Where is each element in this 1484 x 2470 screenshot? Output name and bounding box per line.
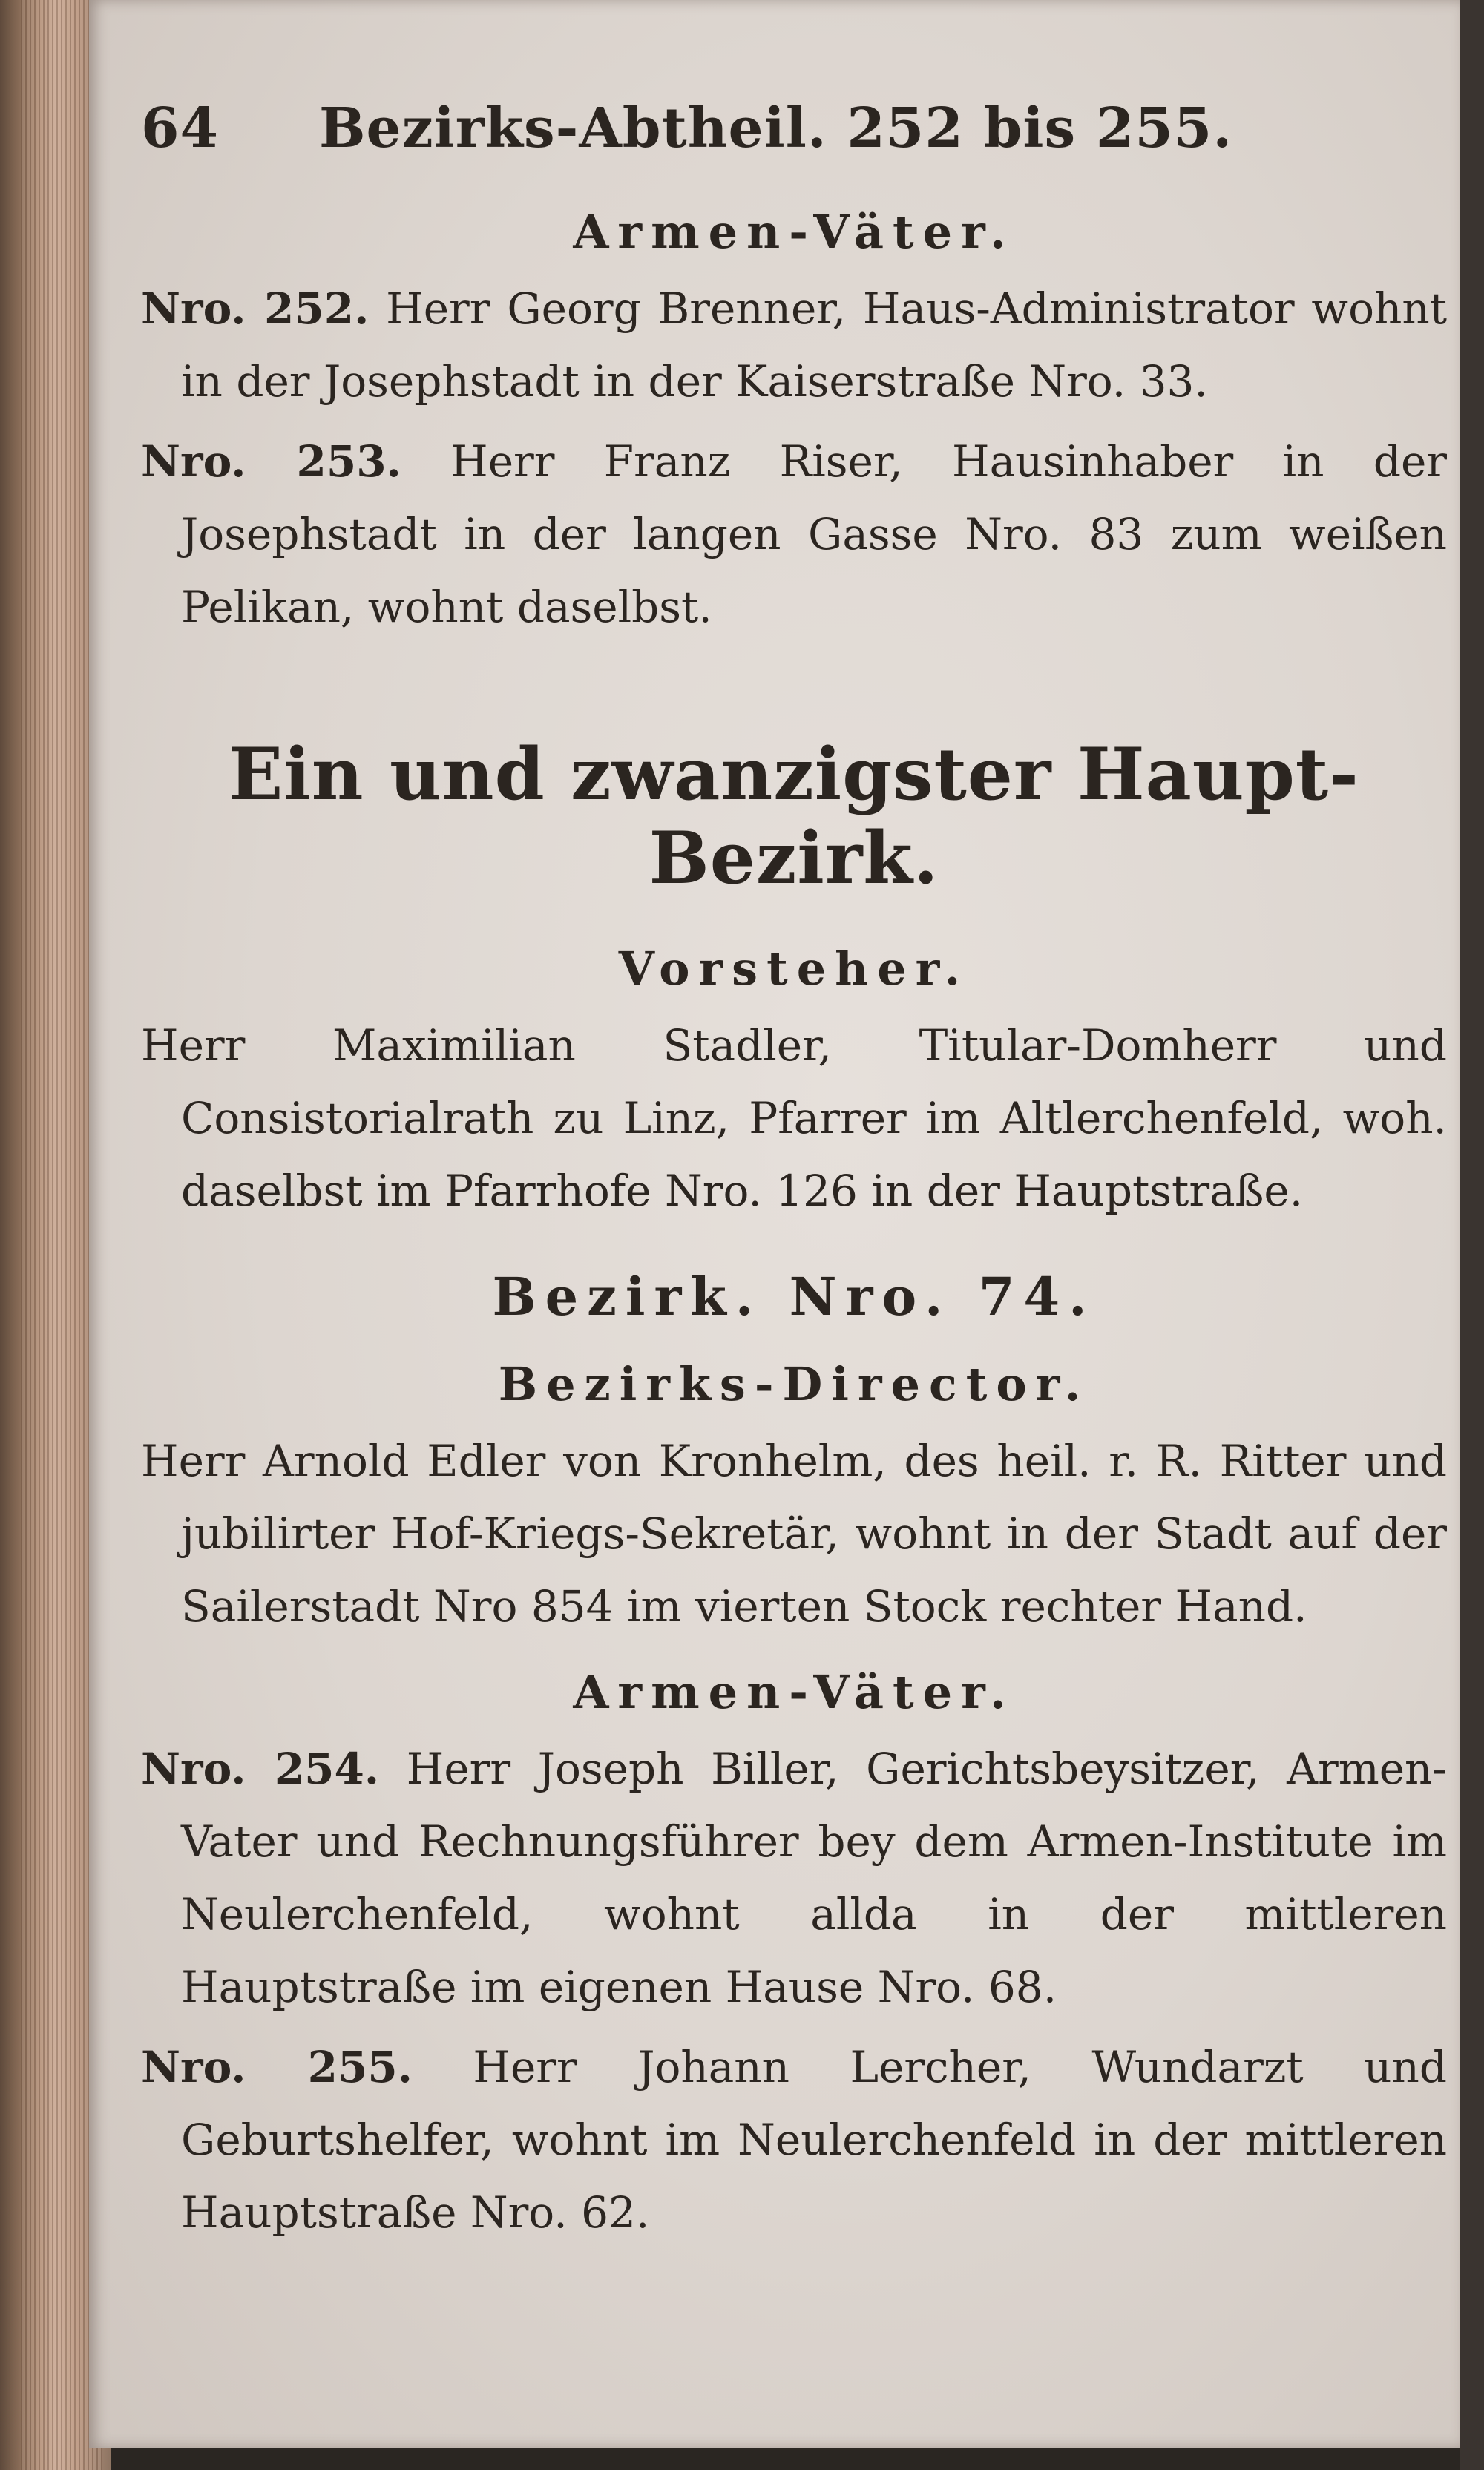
entry-number: Nro. 254. bbox=[141, 1744, 380, 1794]
entry-253 bbox=[141, 425, 1447, 643]
entry-number: Nro. 253. bbox=[141, 436, 401, 487]
vorsteher-heading: Vorsteher. bbox=[618, 942, 970, 996]
entry-text: Herr Franz Riser, Hausinhaber in der Josephstadt in der langen Gasse Nro. 83 zum weißen Pelikan, wohnt daselbst. bbox=[181, 436, 1448, 632]
entry-number: Nro. 252. bbox=[141, 283, 370, 334]
section-heading-armen-vaeter-2: Armen-Väter. bbox=[573, 1665, 1015, 1719]
running-head-title: Bezirks-Abtheil. 252 bis 255. bbox=[319, 96, 1233, 160]
section-heading-armen-vaeter: Armen-Väter. bbox=[573, 205, 1015, 259]
vorsteher-text: Herr Maximilian Stadler, Titular-Domherr und Consistorialrath zu Linz, Pfarrer im Altlerchenfeld, woh. daselbst im Pfarrhofe Nro. 126 in der Hauptstraße. bbox=[141, 1020, 1447, 1216]
entry-255 bbox=[141, 2031, 1447, 2249]
main-heading: Ein und zwanzigster Haupt-Bezirk. bbox=[229, 732, 1359, 900]
page-content bbox=[141, 96, 1447, 2249]
entry-text: Herr Johann Lercher, Wundarzt und Geburtshelfer, wohnt im Neulerchenfeld in der mittleren Hauptstraße Nro. 62. bbox=[181, 2042, 1448, 2238]
entry-number: Nro. 255. bbox=[141, 2042, 413, 2092]
entry-text: Herr Georg Brenner, Haus-Administrator wohnt in der Josephstadt in der Kaiserstraße Nro. 33. bbox=[181, 283, 1448, 407]
director-text: Herr Arnold Edler von Kronhelm, des heil. r. R. Ritter und jubilirter Hof-Kriegs-Sekretär, wohnt in der Stadt auf der Sailerstadt Nro 854 im vierten Stock rechter Hand. bbox=[141, 1436, 1447, 1632]
director-heading: Bezirks-Director. bbox=[498, 1357, 1090, 1411]
page-number: 64 bbox=[141, 96, 219, 160]
entry-text: Herr Joseph Biller, Gerichtsbeysitzer, Armen-Vater und Rechnungsführer bey dem Armen-Institute im Neulerchenfeld, wohnt allda in der mittleren Hauptstraße im eigenen Hause Nro. 68. bbox=[181, 1744, 1448, 2012]
entry-252 bbox=[141, 272, 1447, 418]
running-head bbox=[141, 96, 1447, 185]
bezirk-heading: Bezirk. Nro. 74. bbox=[492, 1266, 1096, 1327]
background-edge bbox=[1460, 0, 1484, 2470]
entry-254 bbox=[141, 1732, 1447, 2023]
